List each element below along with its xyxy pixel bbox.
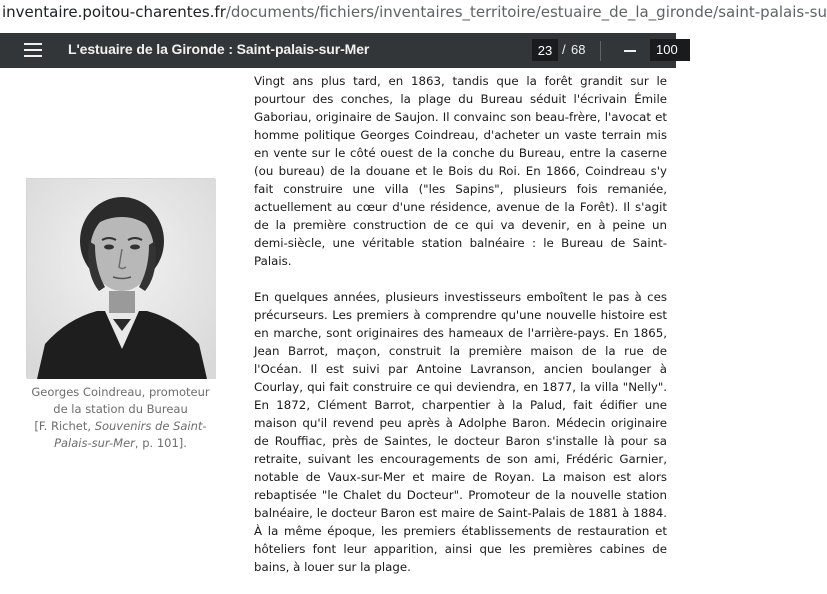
- address-bar[interactable]: [0, 0, 827, 26]
- url-path: /documents/fichiers/inventaires_territoire/estuaire_de_la_gironde/saint-palais-su: [225, 3, 827, 21]
- caption-line: de la station du Bureau: [53, 402, 188, 416]
- caption-book-title: Souvenirs de Saint-: [94, 419, 207, 433]
- caption-source: [F. Richet,: [34, 419, 95, 433]
- caption-line: [22, 418, 219, 435]
- article-body: [254, 72, 667, 594]
- page-number-input[interactable]: [532, 39, 558, 61]
- zoom-out-icon[interactable]: [624, 50, 636, 52]
- page-separator: /: [562, 42, 566, 57]
- menu-icon[interactable]: [24, 43, 42, 57]
- caption-page-ref: , p. 101].: [134, 436, 187, 450]
- portrait-photo: [26, 178, 215, 378]
- paragraph: En quelques années, plusieurs investisseurs emboîtent le pas à ces précurseurs. Les premiers à comprendre qu'une nouvelle histoire est en marche, sont originaires des hameaux de l'arrière-pays. En 1865, Jean Barrot, maçon, construit la première maison de la rue de l'Océan. Il est suivi par Antoine Lavranson, ancien boulanger à Courlay, qui fait construire ce qui deviendra, en 1877, la villa "Nelly". En 1872, Clément Barrot, charpentier à la Palud, fait édifier une maison qu'il revend peu après à Adolphe Baron. Médecin originaire de Rouffiac, près de Saintes, le docteur Baron s'installe là pour sa retraite, suivant les encouragements de son ami, Frédéric Garnier, notable de Vaux-sur-Mer et maire de Royan. La maison est alors rebaptisée "le Chalet du Docteur". Promoteur de la nouvelle station balnéaire, le docteur Baron est maire de Saint-Palais de 1881 à 1884. À la même époque, les premiers établissements de restauration et hôteliers font leur apparition, ainsi que les premières cabines de bains, à louer sur la plage.: [254, 290, 667, 574]
- page-total: 68: [571, 42, 586, 57]
- caption-line: [22, 435, 219, 452]
- caption-book-title-cont: Palais-sur-Mer: [54, 436, 135, 450]
- url-domain: inventaire.poitou-charentes.fr: [2, 3, 226, 21]
- zoom-level-input[interactable]: 100: [650, 39, 690, 61]
- figure-caption: [22, 384, 219, 452]
- paragraph: Vingt ans plus tard, en 1863, tandis que la forêt grandit sur le pourtour des conches, la plage du Bureau séduit l'écrivain Émile Gaboriau, originaire de Saujon. Il convainc son beau-frère, l'avocat et homme politique Georges Coindreau, d'acheter un vaste terrain mis en vente sur le côté ouest de la conche du Bureau, entre la caserne (ou bureau) de la douane et le Bois du Roi. En 1866, Coindreau s'y fait construire une villa ("les Sapins", plusieurs fois remaniée, actuellement au cœur d'une résidence, avenue de la Forêt). Il s'agit de la première construction de ce qui va devenir, en à peine un demi-siècle, une véritable station balnéaire : le Bureau de Saint-Palais.: [254, 74, 667, 268]
- pdf-toolbar: [0, 33, 676, 68]
- caption-line: Georges Coindreau, promoteur: [31, 385, 210, 399]
- document-title: L'estuaire de la Gironde : Saint-palais-sur-Mer: [68, 41, 370, 57]
- toolbar-divider: [600, 41, 601, 61]
